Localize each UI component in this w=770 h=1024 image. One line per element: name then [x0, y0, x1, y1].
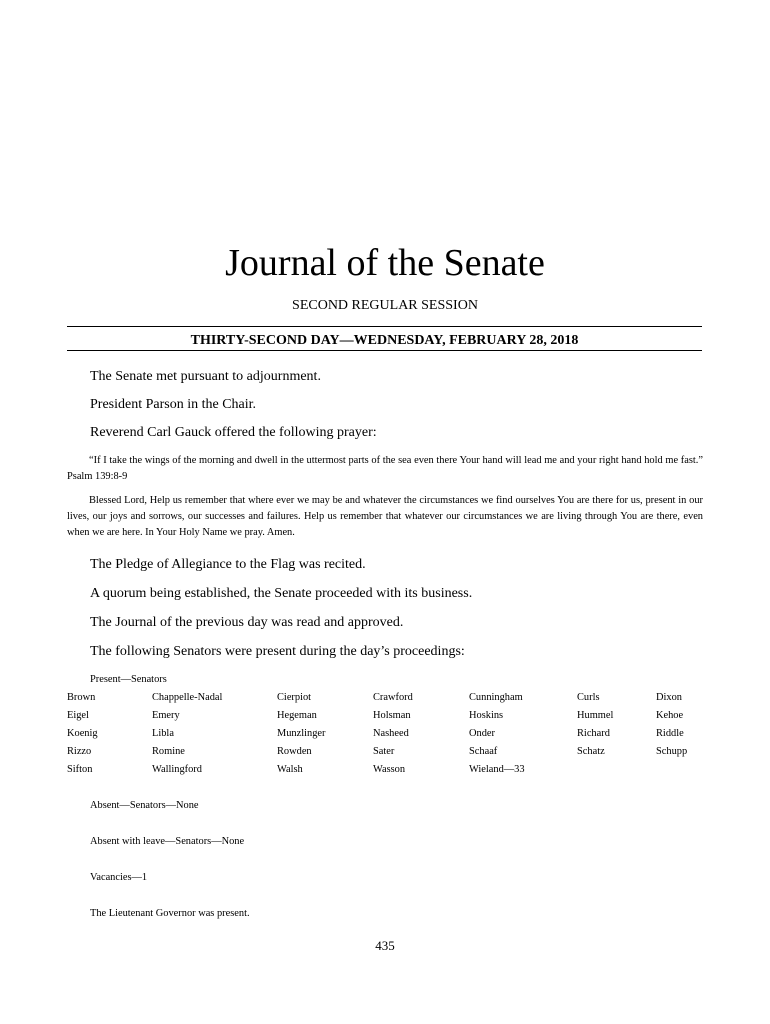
senator-name: Koenig	[67, 728, 98, 739]
senator-name: Walsh	[277, 764, 303, 775]
senator-name: Sater	[373, 746, 395, 757]
senator-name: Cierpiot	[277, 692, 312, 703]
senator-name: Richard	[577, 728, 610, 739]
senator-name: Nasheed	[373, 728, 409, 739]
bottom-rule	[67, 350, 702, 351]
lt-governor-line: The Lieutenant Governor was present.	[90, 908, 250, 919]
senator-name: Onder	[469, 728, 495, 739]
senators-present-intro: The following Senators were present during the day’s proceedings:	[90, 644, 465, 659]
chair-text: President Parson in the Chair.	[90, 397, 257, 412]
prayer-intro-text: Reverend Carl Gauck offered the following prayer:	[90, 425, 377, 440]
senator-name: Holsman	[373, 710, 411, 721]
senator-name: Schaaf	[469, 746, 498, 757]
prayer-text: Blessed Lord, Help us remember that where ever we may be and whatever the circumstances we find ourselves You are there for us, present in our lives, our joys and sorrows, our successes and failures. Help us remember that whatever our circumstances we are living through You are there, even when we are here. In Your Holy Name we pray. Amen.	[67, 495, 703, 538]
senator-name: Hummel	[577, 710, 614, 721]
journal-approved-text: The Journal of the previous day was read and approved.	[90, 615, 404, 630]
page-number: 435	[375, 938, 395, 953]
top-rule	[67, 326, 702, 327]
senator-name: Curls	[577, 692, 600, 703]
senator-name: Libla	[152, 728, 174, 739]
pledge-text: The Pledge of Allegiance to the Flag was recited.	[90, 557, 366, 572]
absent-with-leave-line: Absent with leave—Senators—None	[90, 836, 245, 847]
present-heading: Present—Senators	[90, 674, 167, 685]
senator-name: Eigel	[67, 710, 89, 721]
journal-title: Journal of the Senate	[225, 242, 545, 284]
senator-name: Chappelle-Nadal	[152, 692, 223, 703]
session-label: SECOND REGULAR SESSION	[292, 298, 478, 313]
senator-name: Brown	[67, 692, 96, 703]
quorum-text: A quorum being established, the Senate proceeded with its business.	[90, 586, 473, 601]
senator-name: Riddle	[656, 728, 684, 739]
senator-name: Emery	[152, 710, 180, 721]
scripture-quote: “If I take the wings of the morning and dwell in the uttermost parts of the sea even there Your hand will lead me and your right hand hold me fast.” Psalm 139:8-9	[67, 455, 703, 482]
senator-name: Cunningham	[469, 692, 523, 703]
senator-name: Wallingford	[152, 764, 202, 775]
senator-name: Romine	[152, 746, 185, 757]
senator-name: Dixon	[656, 692, 682, 703]
senator-name: Crawford	[373, 692, 413, 703]
senator-name: Wasson	[373, 764, 406, 775]
senator-name: Sifton	[67, 764, 93, 775]
adjournment-text: The Senate met pursuant to adjournment.	[90, 369, 321, 384]
senator-name: Munzlinger	[277, 728, 326, 739]
senator-name: Rowden	[277, 746, 312, 757]
vacancies-line: Vacancies—1	[90, 872, 148, 883]
senator-name: Schatz	[577, 746, 605, 757]
senator-name: Hoskins	[469, 710, 504, 721]
senator-name: Rizzo	[67, 746, 92, 757]
senator-name: Kehoe	[656, 710, 684, 721]
absent-line: Absent—Senators—None	[90, 800, 199, 811]
senator-name: Hegeman	[277, 710, 317, 721]
senator-name: Wieland—33	[469, 764, 525, 775]
senator-name: Schupp	[656, 746, 688, 757]
day-line: THIRTY-SECOND DAY—WEDNESDAY, FEBRUARY 28, 2018	[190, 333, 579, 348]
